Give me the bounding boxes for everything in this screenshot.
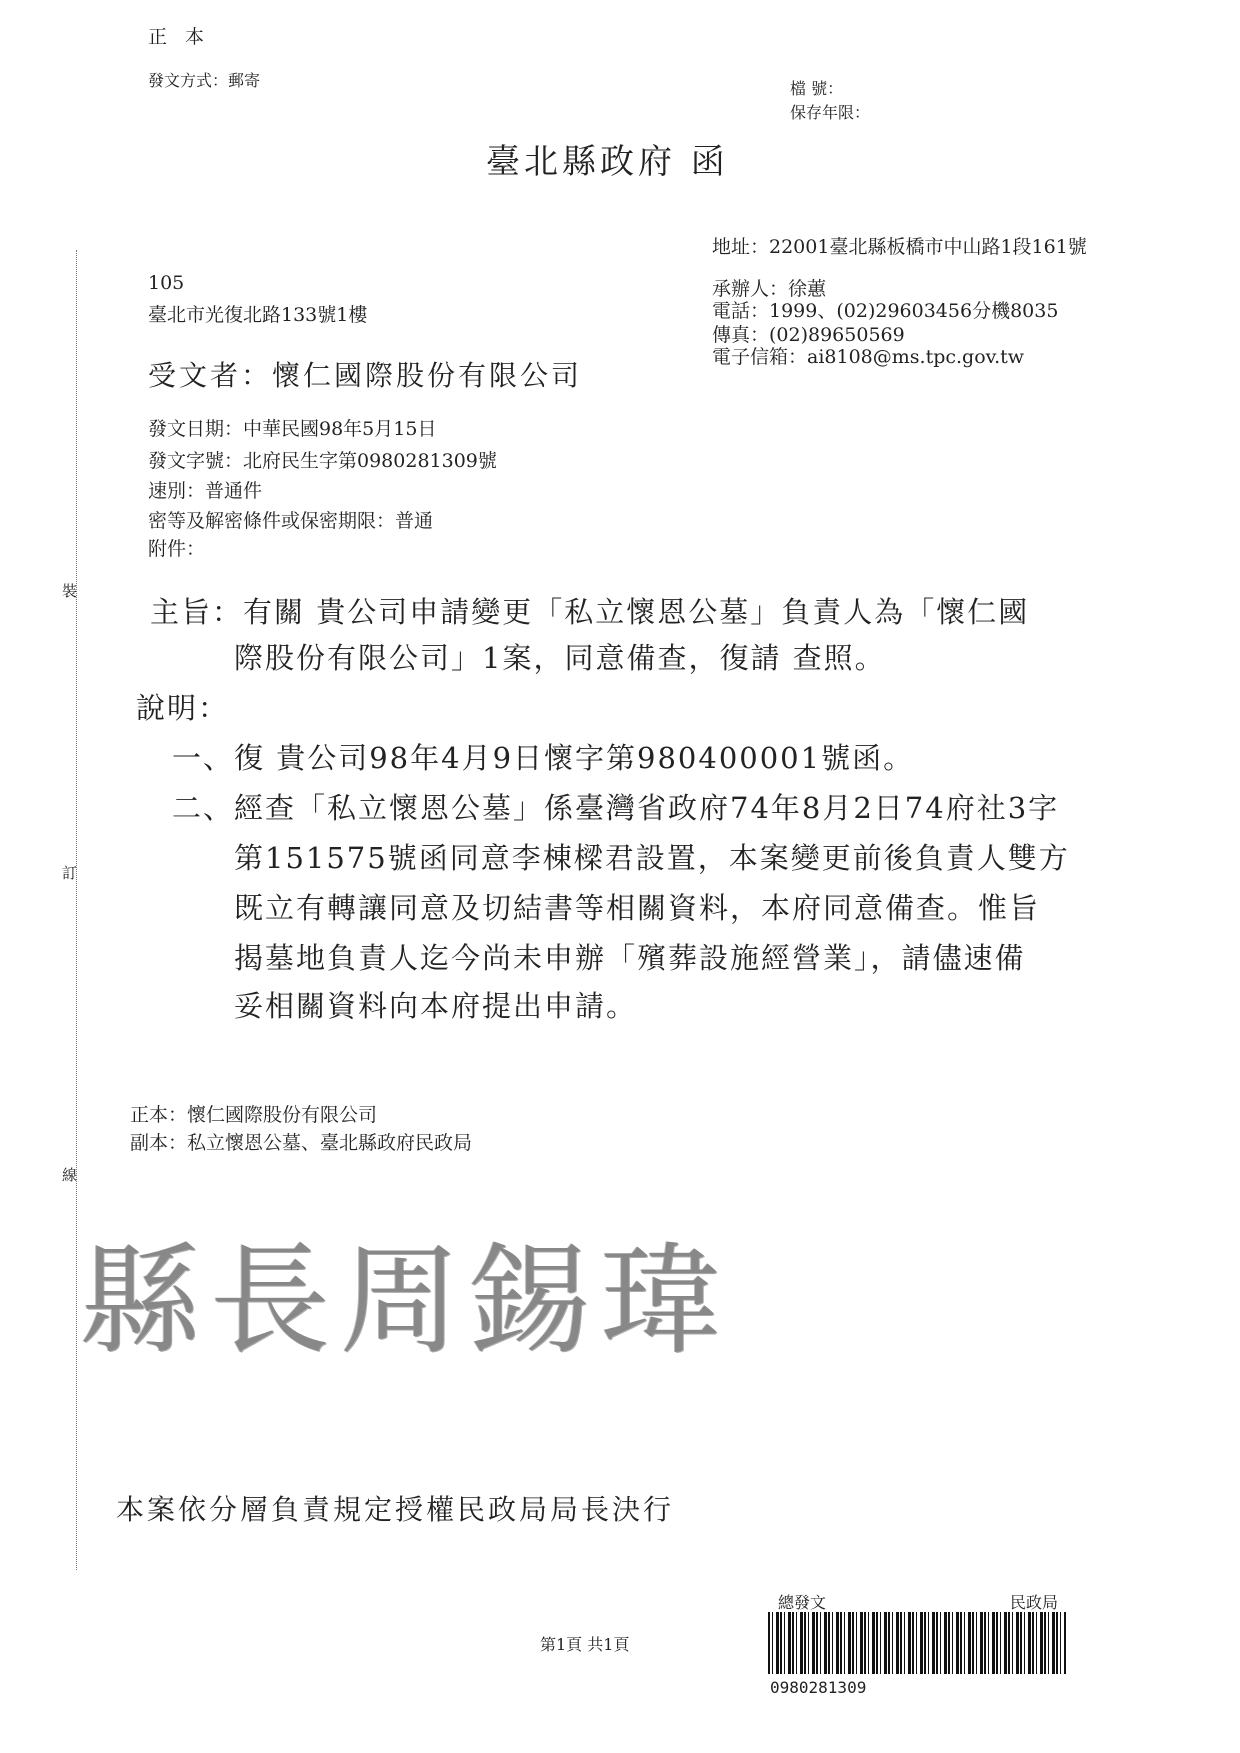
- postal-code: 105: [148, 272, 185, 294]
- subject-line-2: 際股份有限公司」1案，同意備查，復請 查照。: [234, 641, 886, 675]
- issue-date: 發文日期：中華民國98年5月15日: [148, 418, 437, 440]
- binding-line: [76, 250, 77, 1570]
- secrecy-level: 密等及解密條件或保密期限：普通: [148, 510, 434, 532]
- copy-recipients: 副本：私立懷恩公墓、臺北縣政府民政局: [130, 1132, 473, 1154]
- department-label: 民政局: [1010, 1593, 1059, 1612]
- attachment: 附件：: [148, 538, 206, 560]
- magistrate-signature: 縣長周錫瑋: [80, 1232, 730, 1371]
- explanation-label: 說明：: [136, 691, 230, 725]
- dispatch-method: 發文方式：郵寄: [148, 71, 261, 90]
- fax: 傳真：(02)89650569: [712, 324, 905, 346]
- handler: 承辦人：徐蕙: [712, 278, 827, 300]
- explanation-item-2-line-1: 二、經查「私立懷恩公墓」係臺灣省政府74年8月2日74府社3字: [172, 791, 1060, 825]
- barcode: [768, 1612, 1066, 1674]
- sender-address: 地址：22001臺北縣板橋市中山路1段161號: [712, 236, 1087, 258]
- binding-mark-zhuang: 裝: [62, 582, 78, 600]
- phone: 電話：1999、(02)29603456分機8035: [712, 300, 1059, 322]
- file-number-label: 檔 號：: [790, 79, 844, 98]
- retention-label: 保存年限：: [790, 103, 871, 122]
- explanation-item-2-line-2: 第151575號函同意李棟樑君設置，本案變更前後負責人雙方: [234, 841, 1070, 875]
- recipient-street: 臺北市光復北路133號1樓: [148, 304, 368, 326]
- recipient: 受文者：懷仁國際股份有限公司: [148, 359, 583, 392]
- email: 電子信箱：ai8108@ms.tpc.gov.tw: [712, 346, 1025, 368]
- subject-line-1: 主旨：有關 貴公司申請變更「私立懷恩公墓」負責人為「懷仁國: [150, 595, 1030, 629]
- dispatch-label: 總發文: [778, 1593, 827, 1612]
- original-recipient: 正本：懷仁國際股份有限公司: [130, 1104, 378, 1126]
- speed-class: 速別：普通件: [148, 480, 263, 502]
- page-title: 臺北縣政府 函: [486, 142, 729, 182]
- barcode-number: 0980281309: [770, 1678, 867, 1697]
- explanation-item-2-line-5: 妥相關資料向本府提出申請。: [234, 989, 638, 1023]
- binding-mark-xian: 線: [62, 1166, 78, 1184]
- document-number: 發文字號：北府民生字第0980281309號: [148, 450, 497, 472]
- explanation-item-2-line-4: 揭墓地負責人迄今尚未申辦「殯葬設施經營業」，請儘速備: [234, 941, 1026, 975]
- binding-mark-ding: 訂: [62, 864, 78, 882]
- copy-type: 正 本: [148, 26, 211, 48]
- explanation-item-1: 一、復 貴公司98年4月9日懷字第980400001號函。: [172, 741, 915, 775]
- page-number: 第1頁 共1頁: [540, 1635, 630, 1654]
- explanation-item-2-line-3: 既立有轉讓同意及切結書等相關資料，本府同意備查。惟旨: [234, 891, 1041, 925]
- authorization-note: 本案依分層負責規定授權民政局局長決行: [116, 1493, 675, 1526]
